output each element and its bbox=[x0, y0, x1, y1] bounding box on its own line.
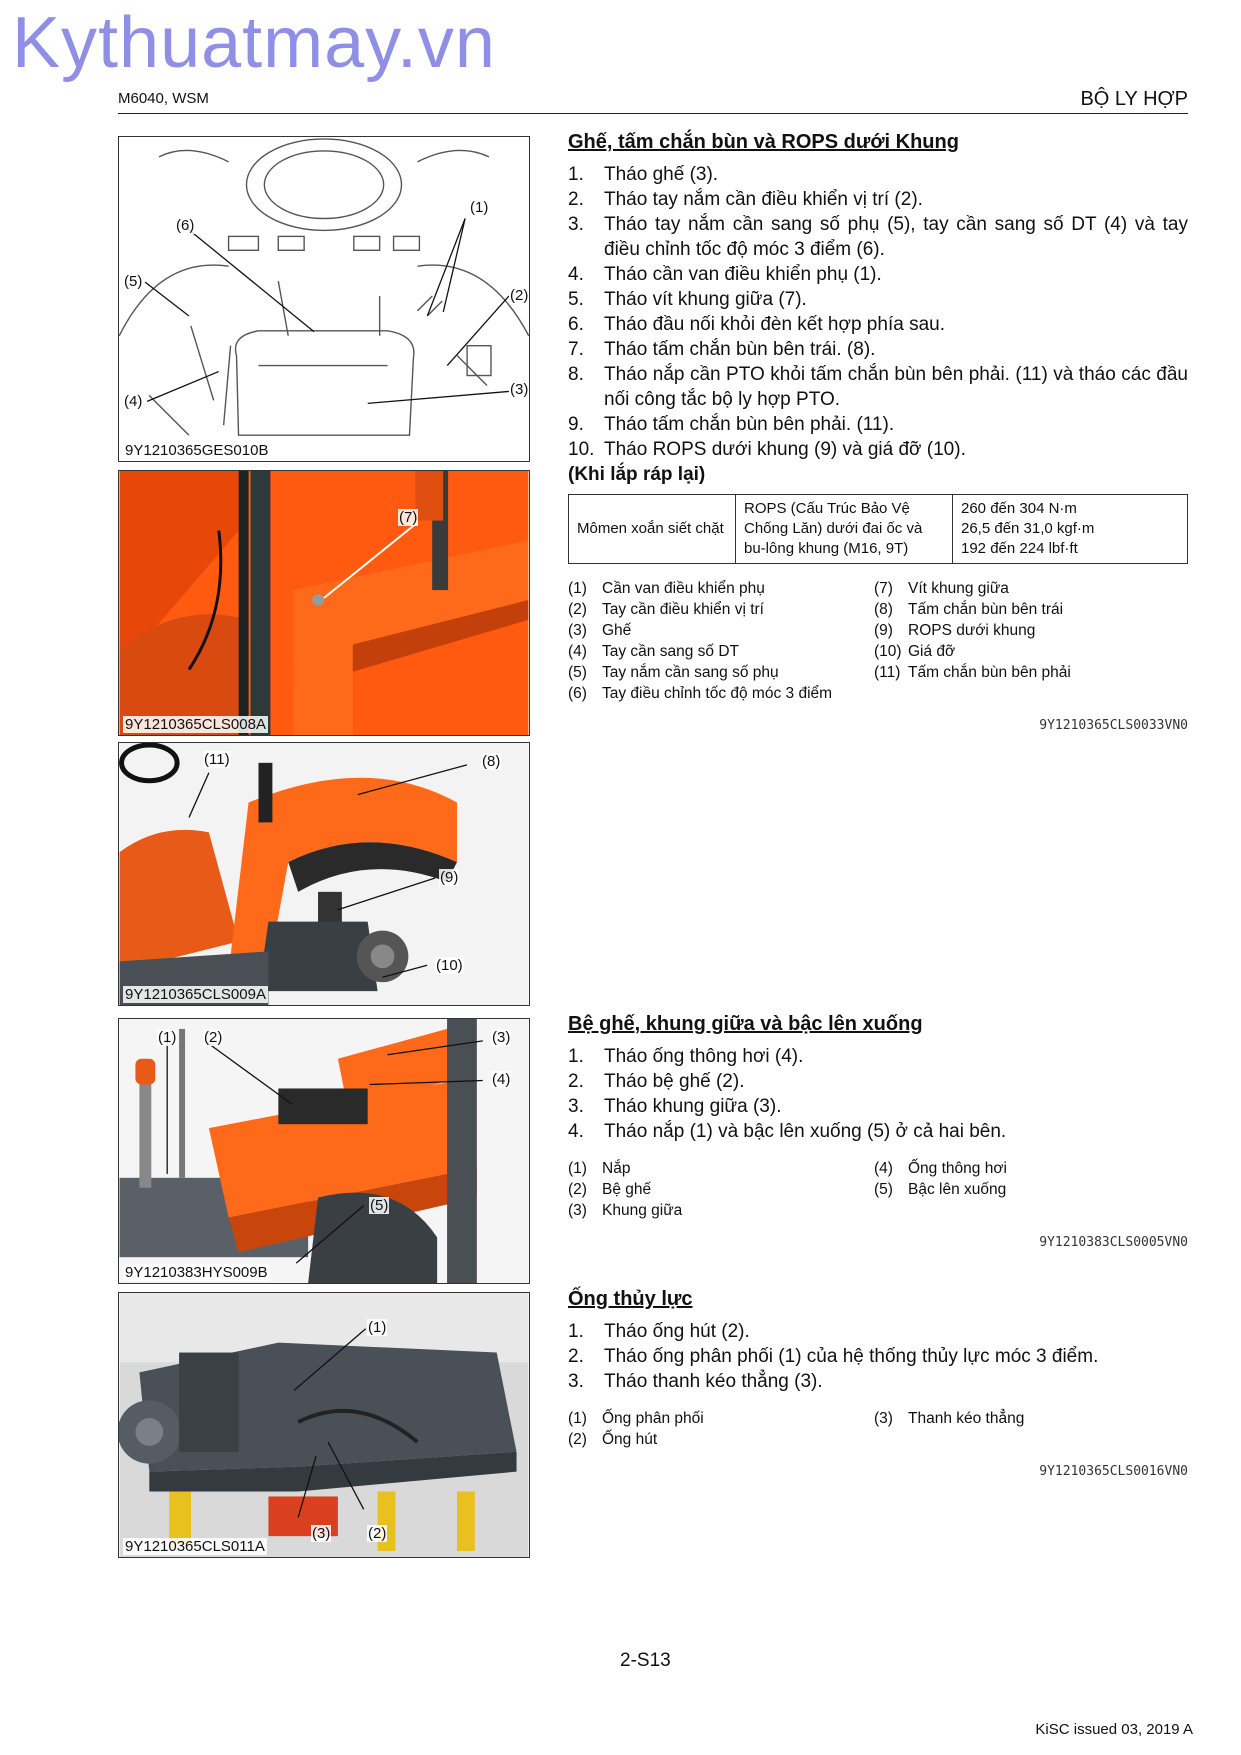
legend-item: (9) ROPS dưới khung bbox=[874, 622, 1036, 639]
step-item: 9. Tháo tấm chắn bùn bên phải. (11). bbox=[568, 414, 895, 435]
callout-2: (2) bbox=[204, 1029, 223, 1046]
callout-3: (3) bbox=[492, 1029, 511, 1046]
step-item: 5. Tháo vít khung giữa (7). bbox=[568, 289, 807, 310]
legend-item: (3) Khung giữa bbox=[568, 1202, 683, 1219]
legend bbox=[568, 1158, 1188, 1221]
section-title: Ghế, tấm chắn bùn và ROPS dưới Khung bbox=[568, 131, 959, 153]
footer-issue: KiSC issued 03, 2019 A bbox=[1035, 1721, 1193, 1738]
step-item: 4. Tháo nắp (1) và bậc lên xuống (5) ở cả hai bên. bbox=[568, 1121, 1007, 1142]
header-rule bbox=[118, 113, 1188, 114]
legend-item: (1) Cần van điều khiển phụ bbox=[568, 580, 765, 597]
legend-item: (5) Bậc lên xuống bbox=[874, 1181, 1007, 1198]
legend-item: (2) Ống hút bbox=[568, 1431, 658, 1448]
legend-item: (1) Ống phân phối bbox=[568, 1410, 704, 1427]
legend-item: (5) Tay nắm cần sang số phụ bbox=[568, 664, 779, 681]
callout-5: (5) bbox=[370, 1197, 389, 1214]
legend-item: (2) Bệ ghế bbox=[568, 1181, 652, 1198]
step-item: 8. Tháo nắp cần PTO khỏi tấm chắn bùn bên phải. (11) và tháo các đầu nối công tắc bộ ly hợp PTO. bbox=[568, 364, 1188, 410]
step-item: 7. Tháo tấm chắn bùn bên trái. (8). bbox=[568, 339, 876, 360]
section-title: Ống thủy lực bbox=[568, 1288, 693, 1310]
watermark-logo: Kythuatmay.vn bbox=[12, 3, 496, 83]
step-list bbox=[568, 162, 1188, 462]
section-title: Bệ ghế, khung giữa và bậc lên xuống bbox=[568, 1013, 923, 1035]
step-item: 4. Tháo cần van điều khiển phụ (1). bbox=[568, 264, 882, 285]
callout-6: (6) bbox=[176, 217, 195, 234]
legend-item: (11) Tấm chắn bùn bên phải bbox=[874, 664, 1071, 681]
callout-5: (5) bbox=[124, 273, 143, 290]
step-item: 2. Tháo tay nắm cần điều khiển vị trí (2). bbox=[568, 189, 923, 210]
callout-7: (7) bbox=[399, 509, 418, 526]
reference-code: 9Y1210365CLS0033VN0 bbox=[1039, 718, 1188, 733]
callout-1: (1) bbox=[470, 199, 489, 216]
step-item: 2. Tháo bệ ghế (2). bbox=[568, 1071, 745, 1092]
legend-item: (4) Tay cần sang số DT bbox=[568, 643, 739, 660]
figure-code: 9Y1210383HYS009B bbox=[125, 1264, 268, 1281]
torque-values: 260 đến 304 N·m 26,5 đến 31,0 kgf·m 192 đến 224 lbf·ft bbox=[953, 495, 1188, 564]
figure-seat-base bbox=[118, 1018, 530, 1284]
header-chapter: BỘ LY HỢP bbox=[1080, 88, 1188, 110]
figure-code: 9Y1210365CLS008A bbox=[125, 716, 266, 733]
callout-3: (3) bbox=[510, 381, 529, 398]
legend bbox=[568, 578, 1188, 704]
figure-hydraulic-pipes bbox=[118, 1292, 530, 1558]
step-item: 2. Tháo ống phân phối (1) của hệ thống thủy lực móc 3 điểm. bbox=[568, 1346, 1099, 1367]
step-list bbox=[568, 1044, 1188, 1144]
torque-table bbox=[568, 494, 1188, 564]
step-item: 1. Tháo ống hút (2). bbox=[568, 1321, 750, 1342]
callout-2: (2) bbox=[368, 1525, 387, 1542]
legend-item bbox=[874, 1200, 1188, 1221]
figure-code: 9Y1210365GES010B bbox=[125, 442, 269, 459]
step-list bbox=[568, 1319, 1188, 1394]
legend-item: (1) Nắp bbox=[568, 1160, 631, 1177]
callout-2: (2) bbox=[510, 287, 529, 304]
callout-1: (1) bbox=[368, 1319, 387, 1336]
torque-item: ROPS (Cấu Trúc Bảo Vệ Chống Lăn) dưới đai ốc và bu-lông khung (M16, 9T) bbox=[736, 495, 953, 564]
section-seat-fenders-rops bbox=[568, 131, 1188, 733]
legend-item bbox=[874, 1429, 1188, 1450]
transmission-photo bbox=[119, 1293, 529, 1557]
figure-operator-station bbox=[118, 136, 530, 462]
legend bbox=[568, 1408, 1188, 1450]
callout-1: (1) bbox=[158, 1029, 177, 1046]
fenders-photo bbox=[119, 743, 529, 1005]
page-number: 2-S13 bbox=[620, 1650, 671, 1671]
section-hydraulic-pipes bbox=[568, 1288, 1188, 1479]
step-item: 3. Tháo khung giữa (3). bbox=[568, 1096, 782, 1117]
legend-item: (6) Tay điều chỉnh tốc độ móc 3 điểm bbox=[568, 685, 833, 702]
figure-fenders-rops bbox=[118, 742, 530, 1006]
reassembly-heading: (Khi lắp ráp lại) bbox=[568, 464, 706, 485]
section-seat-base-frame-step bbox=[568, 1013, 1188, 1250]
figure-code: 9Y1210365CLS009A bbox=[125, 986, 266, 1003]
torque-label: Mômen xoắn siết chặt bbox=[569, 495, 736, 564]
operator-station-drawing bbox=[119, 137, 529, 461]
callout-9: (9) bbox=[440, 869, 459, 886]
callout-10: (10) bbox=[436, 957, 463, 974]
step-item: 3. Tháo thanh kéo thẳng (3). bbox=[568, 1371, 823, 1392]
legend-item: (3) Thanh kéo thẳng bbox=[874, 1410, 1025, 1427]
legend-item: (4) Ống thông hơi bbox=[874, 1160, 1007, 1177]
step-item: 6. Tháo đầu nối khỏi đèn kết hợp phía sau. bbox=[568, 314, 945, 335]
reference-code: 9Y1210365CLS0016VN0 bbox=[1039, 1464, 1188, 1479]
callout-11: (11) bbox=[204, 751, 230, 768]
step-item: 3. Tháo tay nắm cần sang số phụ (5), tay cần sang số DT (4) và tay điều chỉnh tốc độ móc 3 điểm (6). bbox=[568, 214, 1188, 260]
callout-4: (4) bbox=[492, 1071, 511, 1088]
step-item: 10. Tháo ROPS dưới khung (9) và giá đỡ (10). bbox=[568, 439, 966, 460]
legend-item: (10) Giá đỡ bbox=[874, 643, 956, 660]
reference-code: 9Y1210383CLS0005VN0 bbox=[1039, 1235, 1188, 1250]
callout-8: (8) bbox=[482, 753, 501, 770]
legend-item: (7) Vít khung giữa bbox=[874, 580, 1009, 597]
callout-3: (3) bbox=[312, 1525, 331, 1542]
legend-item bbox=[874, 683, 1188, 704]
figure-center-frame-screw bbox=[118, 470, 530, 736]
seat-base-photo bbox=[119, 1019, 529, 1283]
legend-item: (3) Ghế bbox=[568, 622, 632, 639]
center-frame-photo bbox=[119, 471, 529, 735]
header-model: M6040, WSM bbox=[118, 90, 209, 107]
step-item: 1. Tháo ống thông hơi (4). bbox=[568, 1046, 804, 1067]
legend-item: (2) Tay cần điều khiển vị trí bbox=[568, 601, 764, 618]
legend-item: (8) Tấm chắn bùn bên trái bbox=[874, 601, 1064, 618]
figure-code: 9Y1210365CLS011A bbox=[125, 1538, 265, 1555]
step-item: 1. Tháo ghế (3). bbox=[568, 164, 719, 185]
callout-4: (4) bbox=[124, 393, 143, 410]
